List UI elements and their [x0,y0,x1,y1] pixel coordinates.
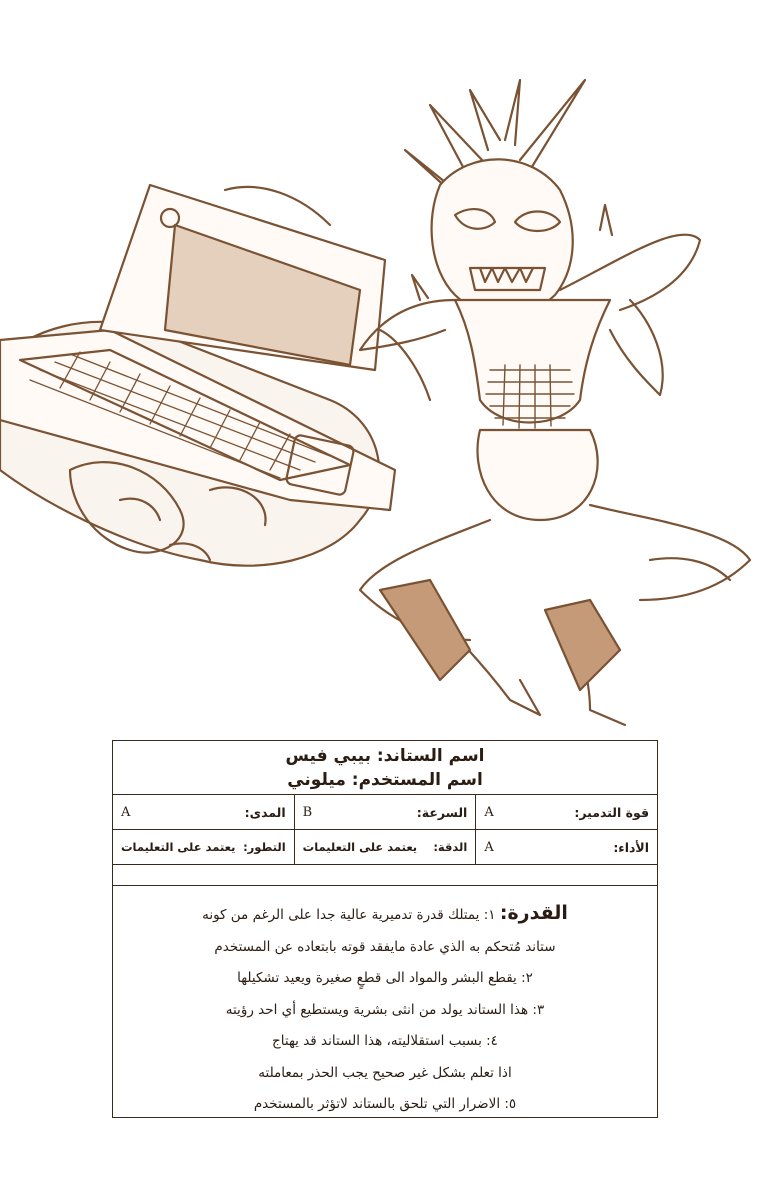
ability-line-6: اذا تعلم بشكل غير صحيح يجب الحذر بمعاملته [258,1064,512,1081]
stat-label: قوة التدمير: [574,804,649,820]
ability-heading: القدرة: [499,902,568,924]
user-name: ميلوني [287,770,346,790]
stats-row-2 [113,830,657,865]
ability-line-3: ٢: يقطع البشر والمواد الى قطعٍ صغيرة ويعيد تشكيلها [237,970,533,986]
stat-value: يعتمد على التعليمات [302,840,418,854]
stat-label: الدقة: [433,840,468,854]
user-name-line [113,768,657,792]
stats-row-1 [113,795,657,830]
stat-label: السرعة: [416,804,468,820]
stat-speed [294,795,476,829]
separator [113,865,657,886]
ability-line-7: ٥: الاضرار التي تلحق بالستاند لاتؤثر بالمستخدم [253,1096,517,1112]
stat-label: المدى: [244,804,286,820]
user-name-label: اسم المستخدم: [351,770,483,790]
stat-development [113,830,294,864]
ability-text: ١: يمتلك قدرة تدميرية عالية جدا على الرغم من كونه [202,907,496,923]
stat-precision [294,830,476,864]
stand-name-line [113,744,657,768]
names-block [113,741,657,795]
ability-section [113,886,657,1121]
ability-line-2: ستاند مُتحكم به الذي عادة مايفقد قوته بابتعاده عن المستخدم [214,938,556,955]
stand-name: بيبي فيس [285,746,371,766]
stat-value: A [484,839,494,855]
stat-value: يعتمد على التعليمات [120,840,236,854]
ability-line-4: ٣: هذا الستاند يولد من انثى بشرية ويستطيع أي احد رؤيته [225,1001,545,1018]
stat-destructive-power [475,795,657,829]
stand-name-label: اسم الستاند: [376,746,485,766]
stat-label: التطور: [243,840,286,854]
baby-face-figure-icon [360,80,750,725]
stat-value: A [120,804,131,820]
stat-range [113,795,294,829]
stand-info-card [112,740,658,1118]
stat-value: A [484,804,494,820]
ability-line-1 [129,898,641,932]
ability-line-5: ٤: بسبب استقلاليته، هذا الستاند قد يهتاج [272,1033,498,1049]
stat-persistence [475,830,657,864]
laptop-creature-icon [0,185,395,566]
stat-label: الأداء: [613,839,649,855]
stat-value: B [302,804,313,820]
